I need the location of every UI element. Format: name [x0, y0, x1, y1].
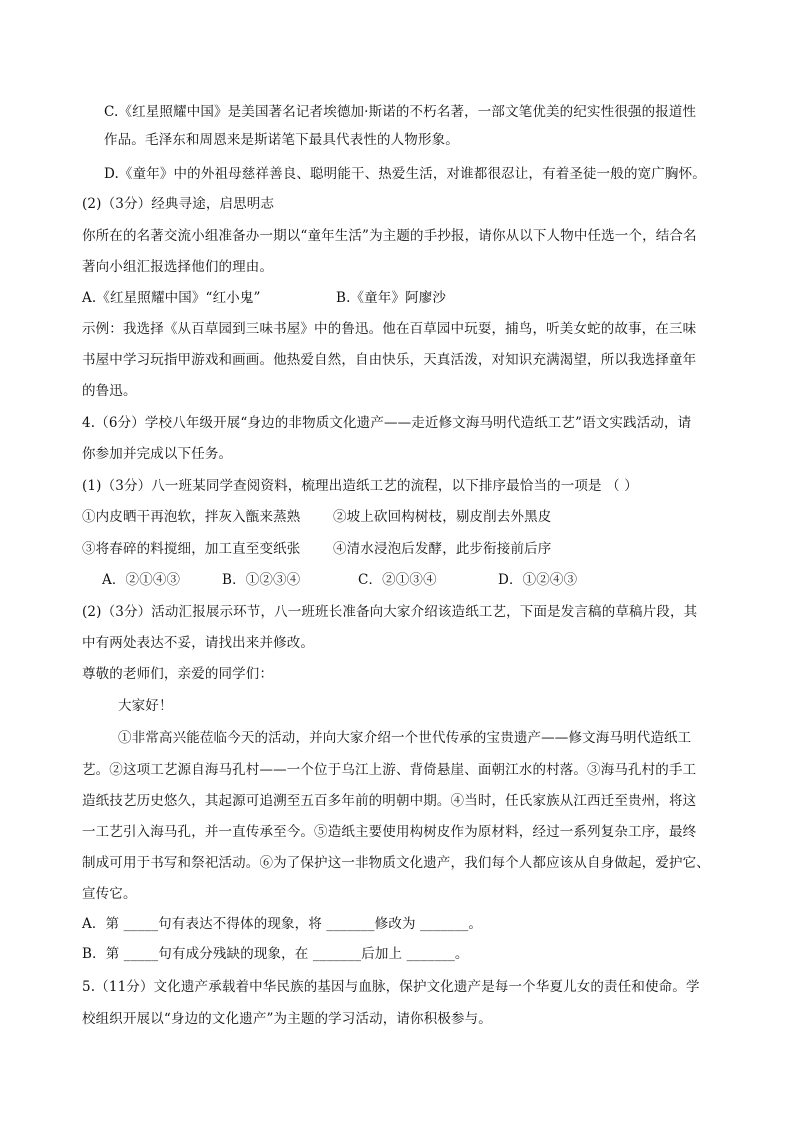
q4-1-heading: (1)（3分）八一班某同学查阅资料，梳理出造纸工艺的流程，以下排序最恰当的一项是 （ ）	[82, 478, 638, 494]
q4-1-steps-row2	[82, 539, 551, 559]
speech-line2: 艺。②这项工艺源自海马孔村——一个位于乌江上游、背倚悬崖、面朝江水的村落。③海马孔村的手工	[82, 762, 697, 778]
q3-2-example-line3: 的鲁迅。	[82, 383, 137, 399]
q4-1-step2: ②坡上砍回构树枝，剔皮削去外黑皮	[333, 509, 552, 525]
q4-heading-line2: 你参加并完成以下任务。	[82, 446, 233, 462]
speech-hello: 大家好！	[118, 698, 173, 714]
q4-2-fill-b: B．第 _____句有成分残缺的现象，在 _______后加上 _______。	[82, 946, 469, 962]
q4-1-answer-b: B．①②③④	[222, 572, 301, 588]
q4-2-heading-line1: (2)（3分）活动汇报展示环节，八一班班长准备向大家介绍该造纸工艺，下面是发言稿的草稿片段，其	[82, 604, 698, 620]
speech-line3: 造纸技艺历史悠久，其起源可追溯至五百多年前的明朝中期。④当时，任氏家族从江西迁至贵州，将这	[82, 793, 697, 809]
q4-1-answer-d: D．①②④③	[498, 572, 578, 588]
q3-2-choice-b: B.《童年》阿廖沙	[336, 290, 447, 306]
q3-2-heading: (2)（3分）经典寻途，启思明志	[82, 196, 275, 212]
q3-2-prompt-line2: 著向小组汇报选择他们的理由。	[82, 259, 274, 275]
q5-heading-line1: 5.（11分）文化遗产承载着中华民族的基因与血脉，保护文化遗产是每一个华夏儿女的责任和使命。学	[82, 979, 700, 995]
q3-2-example-line1: 示例：我选择《从百草园到三味书屋》中的鲁迅。他在百草园中玩耍，捕鸟，听美女蛇的故事，在三味	[82, 321, 697, 337]
q3-2-example-line2: 书屋中学习玩指甲游戏和画画。他热爱自然，自由快乐，天真活泼，对知识充满渴望，所以我选择童年	[82, 352, 697, 368]
q4-1-answer-c: C．②①③④	[358, 572, 437, 588]
q4-2-heading-line2: 中有两处表达不妥，请找出来并修改。	[82, 635, 315, 651]
q4-2-fill-a: A．第 _____句有表达不得体的现象，将 _______修改为 _______。	[82, 916, 483, 932]
q4-1-answers	[102, 570, 577, 590]
speech-line1: ①非常高兴能莅临今天的活动，并向大家介绍一个世代传承的宝贵遗产——修文海马明代造纸工	[118, 730, 692, 746]
q3-option-c-line1: C.《红星照耀中国》是美国著名记者埃德加·斯诺的不朽名著，一部文笔优美的纪实性很强的报道性	[104, 104, 697, 120]
q4-1-steps-row1	[82, 507, 551, 527]
q3-option-c-line2: 作品。毛泽东和周恩来是斯诺笔下最具代表性的人物形象。	[104, 132, 459, 148]
q3-2-choices	[82, 288, 446, 308]
q3-2-prompt-line1: 你所在的名著交流小组准备办一期以“童年生活”为主题的手抄报，请你从以下人物中任选一个，结合名	[82, 228, 697, 244]
q4-1-step4: ④清水浸泡后发酵，此步衔接前后序	[333, 541, 552, 557]
q4-1-answer-a: A．②①④③	[102, 572, 181, 588]
q3-option-d-line1: D.《童年》中的外祖母慈祥善良、聪明能干、热爱生活，对谁都很忍让，有着圣徒一般的宽广胸怀。	[104, 166, 706, 182]
q5-heading-line2: 校组织开展以“身边的文化遗产”为主题的学习活动，请你积极参与。	[82, 1011, 492, 1027]
speech-greeting: 尊敬的老师们，亲爱的同学们：	[82, 666, 274, 682]
speech-line4: 一工艺引入海马孔，并一直传承至今。⑤造纸主要使用构树皮作为原材料，经过一系列复杂工序，最终	[82, 824, 697, 840]
q3-2-choice-a: A.《红星照耀中国》“红小鬼”	[82, 290, 261, 306]
q4-1-step1: ①内皮晒干再泡软，拌灰入甑来蒸熟	[82, 509, 301, 525]
speech-line5: 制成可用于书写和祭祀活动。⑥为了保护这一非物质文化遗产，我们每个人都应该从自身做起，爱护它、	[82, 855, 710, 871]
speech-line6: 宣传它。	[82, 886, 137, 902]
q4-heading-line1: 4.（6分）学校八年级开展“身边的非物质文化遗产——走近修文海马明代造纸工艺”语文实践活动，请	[82, 415, 692, 431]
q4-1-step3: ③将春碎的料搅细，加工直至变纸张	[82, 541, 301, 557]
